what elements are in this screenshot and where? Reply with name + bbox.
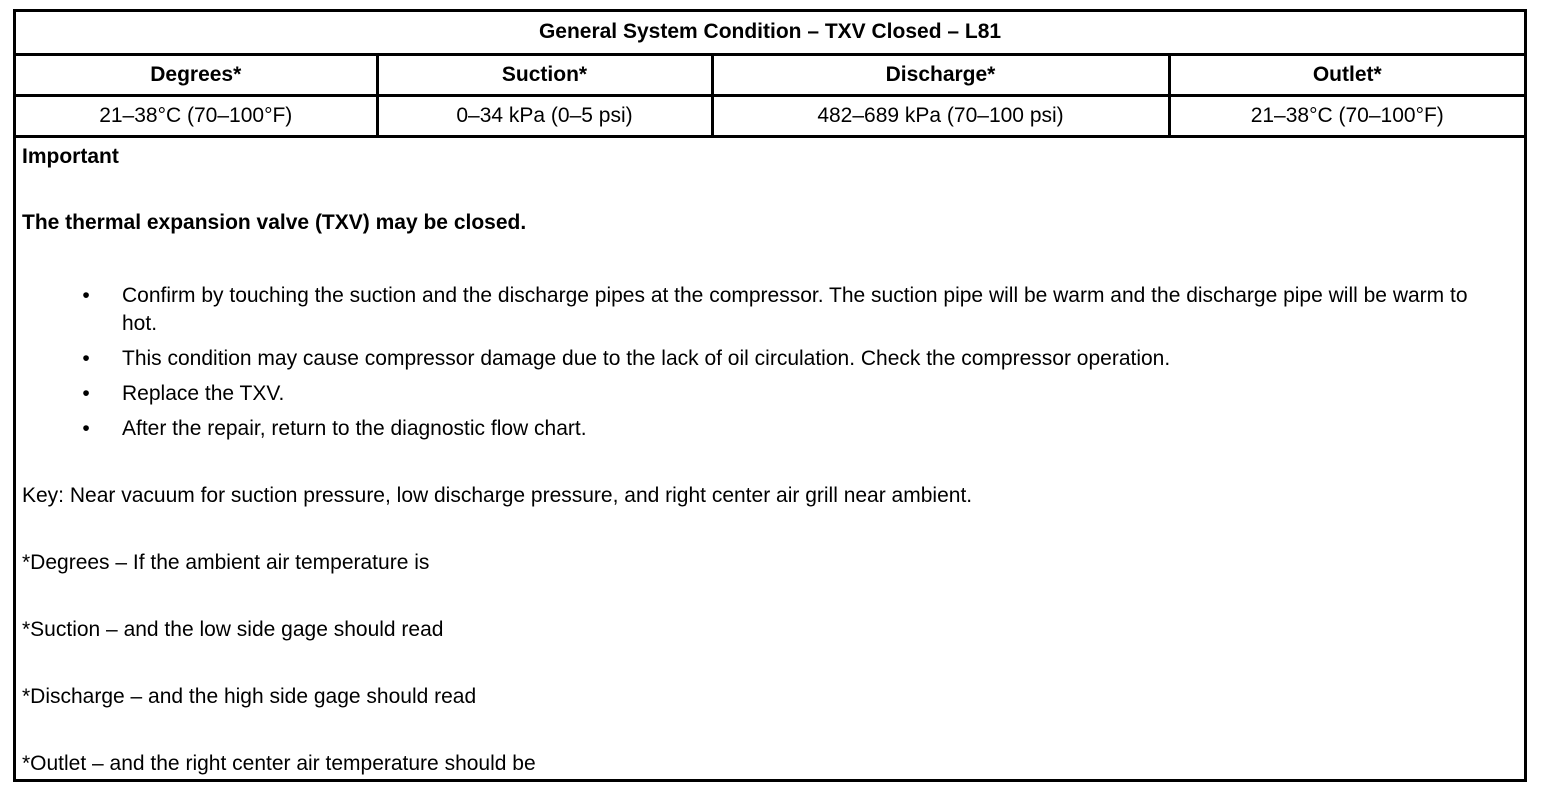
condition-table-frame xyxy=(13,9,1527,782)
footnote-discharge: *Discharge – and the high side gage should read xyxy=(22,684,477,708)
important-text: The thermal expansion valve (TXV) may be closed. xyxy=(22,210,527,234)
value-degrees: 21–38°C (70–100°F) xyxy=(16,95,377,136)
value-outlet: 21–38°C (70–100°F) xyxy=(1169,95,1524,136)
table-value-row xyxy=(16,95,1524,136)
table-header-row xyxy=(16,54,1524,95)
bullet-glyph: • xyxy=(82,346,90,370)
list-item xyxy=(22,282,1518,338)
footnote-outlet: *Outlet – and the right center air temperature should be xyxy=(22,751,536,775)
key-line: Key: Near vacuum for suction pressure, low discharge pressure, and right center air grill near ambient. xyxy=(22,483,973,507)
bullet-text: Replace the TXV. xyxy=(122,381,285,405)
header-suction: Suction* xyxy=(377,54,712,95)
table-title: General System Condition – TXV Closed – L81 xyxy=(16,12,1524,54)
list-item xyxy=(22,345,1518,373)
condition-table xyxy=(16,12,1524,138)
bullet-text: Confirm by touching the suction and the discharge pipes at the compressor. The suction pipe will be warm and the discharge pipe will be warm to hot. xyxy=(122,283,1468,335)
footnote-degrees: *Degrees – If the ambient air temperature is xyxy=(22,550,430,574)
notes-section xyxy=(16,138,1524,777)
important-label: Important xyxy=(22,144,119,168)
table-title-row xyxy=(16,12,1524,54)
bullet-text: After the repair, return to the diagnostic flow chart. xyxy=(122,416,587,440)
header-degrees: Degrees* xyxy=(16,54,377,95)
value-suction: 0–34 kPa (0–5 psi) xyxy=(377,95,712,136)
bullet-glyph: • xyxy=(82,381,90,405)
bullet-text: This condition may cause compressor damage due to the lack of oil circulation. Check the compressor operation. xyxy=(122,346,1171,370)
list-item xyxy=(22,415,1518,443)
bullet-glyph: • xyxy=(82,416,90,440)
bullet-list xyxy=(22,282,1518,443)
value-discharge: 482–689 kPa (70–100 psi) xyxy=(712,95,1169,136)
header-discharge: Discharge* xyxy=(712,54,1169,95)
header-outlet: Outlet* xyxy=(1169,54,1524,95)
bullet-glyph: • xyxy=(82,283,90,307)
footnote-suction: *Suction – and the low side gage should read xyxy=(22,617,444,641)
list-item xyxy=(22,380,1518,408)
